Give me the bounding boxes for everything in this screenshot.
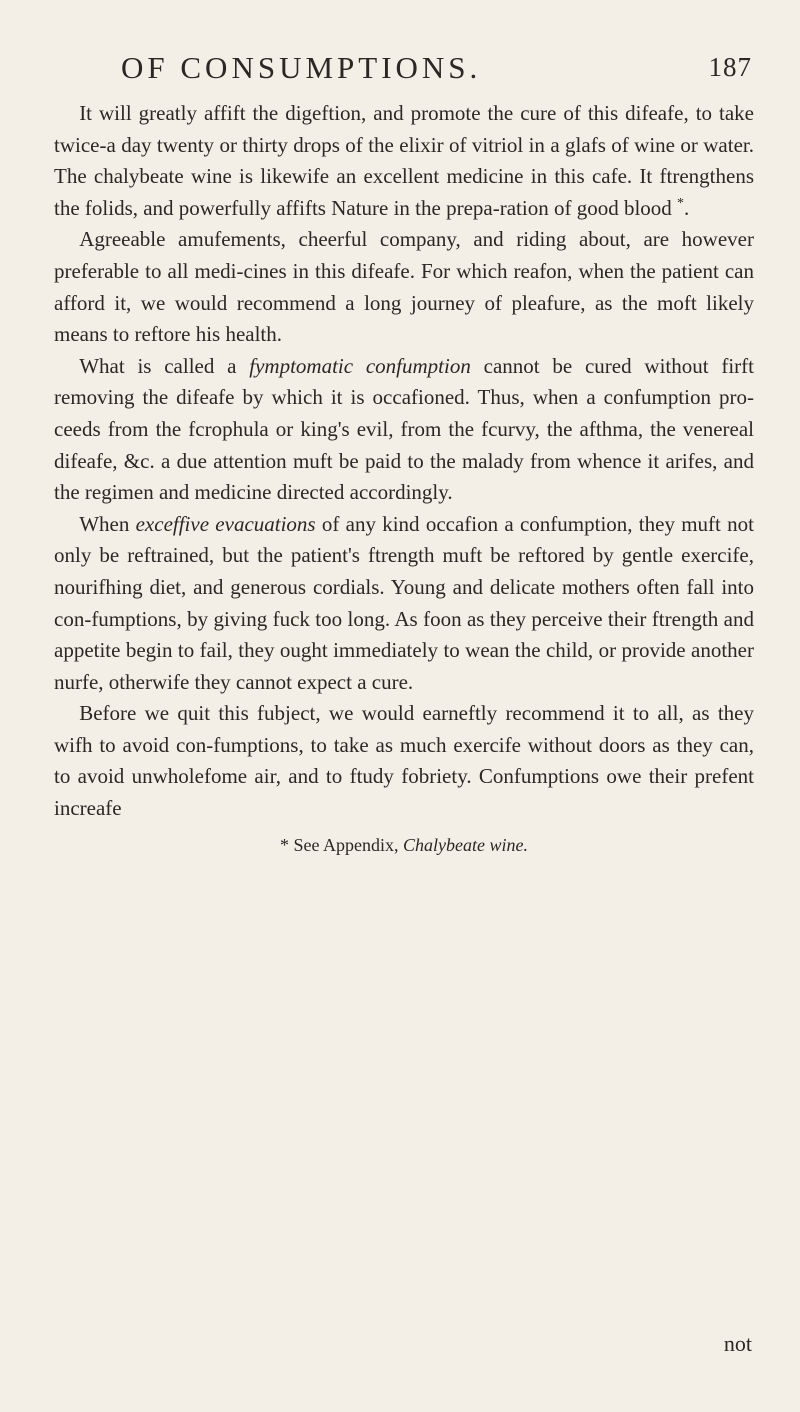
paragraph-p3: [54, 351, 754, 509]
footnote-reference: Chalybeate wine.: [403, 834, 528, 855]
footnote-marker: * See Appendix,: [280, 834, 399, 855]
text-segment: .: [684, 195, 690, 220]
page-number: 187: [708, 52, 752, 82]
text-segment: When: [79, 511, 136, 536]
text-segment: Before we quit this fubject, we would earneftly recommend it to all, as they wifh to avoid con-fumptions, to take as much exercife without doors as they can, to avoid unwholefome air, and to ftudy fobriety. Confumptions owe their prefent increafe: [54, 701, 754, 821]
catchword: not: [723, 1331, 752, 1356]
text-segment: It will greatly affift the digeftion, and promote the cure of this difeafe, to take twice-a day twenty or thirty drops of the elixir of vitriol in a glafs of wine or water. The chalybeate wine is likewife an excellent medicine in this cafe. It ftrengthens the folids, and powerfully affifts Nature in the prepa-ration of good blood: [54, 101, 754, 220]
text-segment: Agreeable amufements, cheerful company, and riding about, are however preferable to all medi-cines in this difeafe. For which reafon, when the patient can afford it, we would recommend a long journey of pleafure, as the moft likely means to reftore his health.: [54, 227, 754, 347]
text-segment: What is called a: [79, 353, 250, 378]
paragraph-p1: [54, 98, 754, 224]
body-text: [54, 98, 754, 825]
footnote-reference-mark: *: [677, 195, 685, 211]
paragraph-p5: [54, 698, 754, 824]
text-segment: of any kind occafion a confumption, they muft not only be reftrained, but the patient's ftrength muft be reftored by gentle exercife, nourifhing diet, and generous cordials. Young and delicate mothers often fall into con-fumptions, by giving fuck too long. As foon as they perceive their ftrength and appetite begin to fail, they ought immediately to wean the child, or provide another nurfe, otherwife they cannot expect a cure.: [54, 511, 754, 694]
paragraph-p2: [54, 224, 754, 350]
page-header: [54, 52, 754, 92]
footnote: [54, 833, 754, 857]
text-segment: cannot be cured without firft removing the difeafe by which it is occafioned. Thus, when a confumption pro-ceeds from the fcrophula or king's evil, from the fcurvy, the afthma, the venereal difeafe, &c. a due attention muft be paid to the malady from whence it arifes, and the regimen and medicine directed accordingly.: [54, 353, 754, 505]
running-head: OF CONSUMPTIONS.: [121, 50, 482, 85]
italic-phrase: fymptomatic confumption: [249, 353, 471, 378]
paragraph-p4: [54, 509, 754, 699]
italic-phrase: exceffive evacuations: [135, 511, 316, 536]
